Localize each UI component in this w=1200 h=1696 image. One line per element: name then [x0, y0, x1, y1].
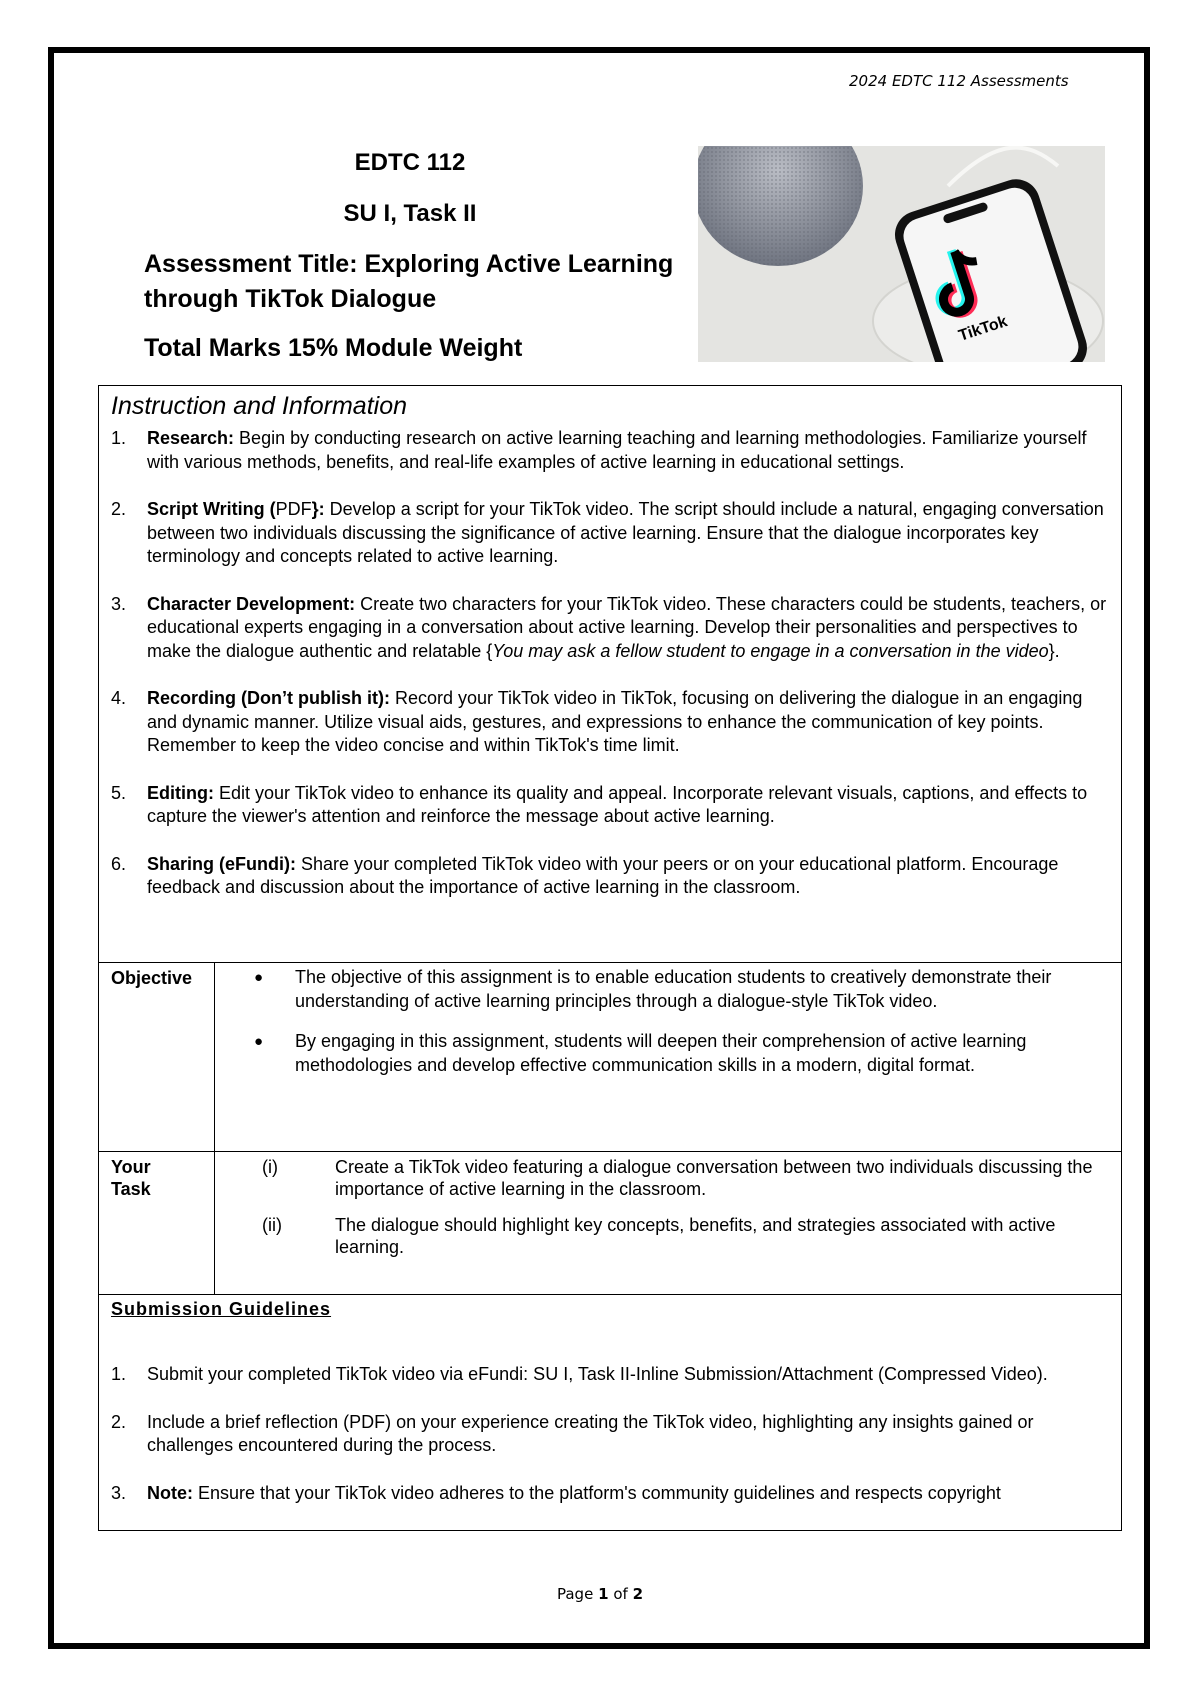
instructions-heading: Instruction and Information — [111, 392, 407, 420]
list-item: 6. Sharing (eFundi): Share your completed TikTok video with your peers or on your educational platform. Encourage feedback and discussion about the importance of active learning in the classroom. — [111, 853, 1059, 897]
bullet-icon: ● — [254, 1033, 264, 1050]
column-divider — [214, 1152, 215, 1294]
list-item: (i) Create a TikTok video featuring a dialogue conversation between two individuals discussing the importance of active learning in the classroom. — [262, 1157, 1093, 1199]
bullet-icon: ● — [254, 969, 264, 986]
tiktok-wordmark: TikTok — [956, 313, 1010, 345]
submission-heading: Submission Guidelines — [111, 1299, 332, 1319]
objective-bullets — [254, 966, 1114, 1094]
list-item: 2. Script Writing (PDF}: Develop a script for your TikTok video. The script should include a natural, engaging conversation between two individuals discussing the significance of active learning. Ensure that the dialogue incorporates key terminology and concepts related to active learning. — [111, 499, 1104, 566]
list-item: 5. Editing: Edit your TikTok video to enhance its quality and appeal. Incorporate relevant visuals, captions, and effects to capture the viewer's attention and reinforce the message about active learning. — [111, 782, 1088, 826]
submission-section — [98, 1294, 1122, 1531]
list-item: 4. Recording (Don’t publish it): Record your TikTok video in TikTok, focusing on delivering the dialogue in an engaging and dynamic manner. Utilize visual aids, gestures, and expressions to enhance the communication of key points. Remember to keep the video concise and within TikTok's time limit. — [111, 688, 1083, 755]
objective-row — [98, 962, 1122, 1151]
course-code: EDTC 112 — [354, 149, 466, 176]
column-divider — [214, 963, 215, 1151]
unit-task: SU I, Task II — [343, 200, 477, 227]
instructions-list — [111, 427, 1111, 924]
list-item: 2. Include a brief reflection (PDF) on your experience creating the TikTok video, highlighting any insights gained or challenges encountered during the process. — [111, 1411, 1034, 1455]
total-marks: Total Marks 15% Module Weight — [144, 334, 523, 362]
list-item: 1. Submit your completed TikTok video via eFundi: SU I, Task II-Inline Submission/Attachment (Compressed Video). — [111, 1364, 1048, 1384]
objective-label: Objective — [111, 968, 193, 988]
list-item: 3. Character Development: Create two characters for your TikTok video. These characters could be students, teachers, or educational experts engaging in a conversation about active learning. Develop their personalities and perspectives to make the dialogue authentic and relatable {You may ask a fellow student to engage in a conversation in the video}. — [111, 593, 1107, 661]
phone-illustration — [698, 146, 1105, 362]
your-task-label: Your Task — [111, 1157, 151, 1199]
submission-list — [111, 1363, 1111, 1529]
list-item: 1. Research: Begin by conducting research on active learning teaching and learning methodologies. Familiarize yourself with various methods, benefits, and real-life examples of active learning in educational settings. — [111, 428, 1087, 472]
instructions-section — [98, 385, 1122, 962]
list-item: 3. Note: Ensure that your TikTok video adheres to the platform's community guidelines and respects copyright — [111, 1482, 1001, 1503]
running-header: 2024 EDTC 112 Assessments — [849, 72, 1069, 90]
tiktok-phone-photo — [698, 146, 1105, 362]
page-number: Page 1 of 2 — [556, 1585, 643, 1603]
list-item: ● The objective of this assignment is to enable education students to creatively demonstrate their understanding of active learning principles through a dialogue-style TikTok video. — [254, 967, 1052, 1011]
your-task-row — [98, 1151, 1122, 1294]
list-item: ● By engaging in this assignment, students will deepen their comprehension of active learning methodologies and develop effective communication skills in a modern, digital format. — [254, 1031, 1027, 1075]
assessment-title: Assessment Title: Exploring Active Learning through TikTok Dialogue — [144, 250, 674, 313]
task-list — [262, 1156, 1102, 1272]
list-item: (ii) The dialogue should highlight key concepts, benefits, and strategies associated with active learning. — [262, 1215, 1056, 1257]
